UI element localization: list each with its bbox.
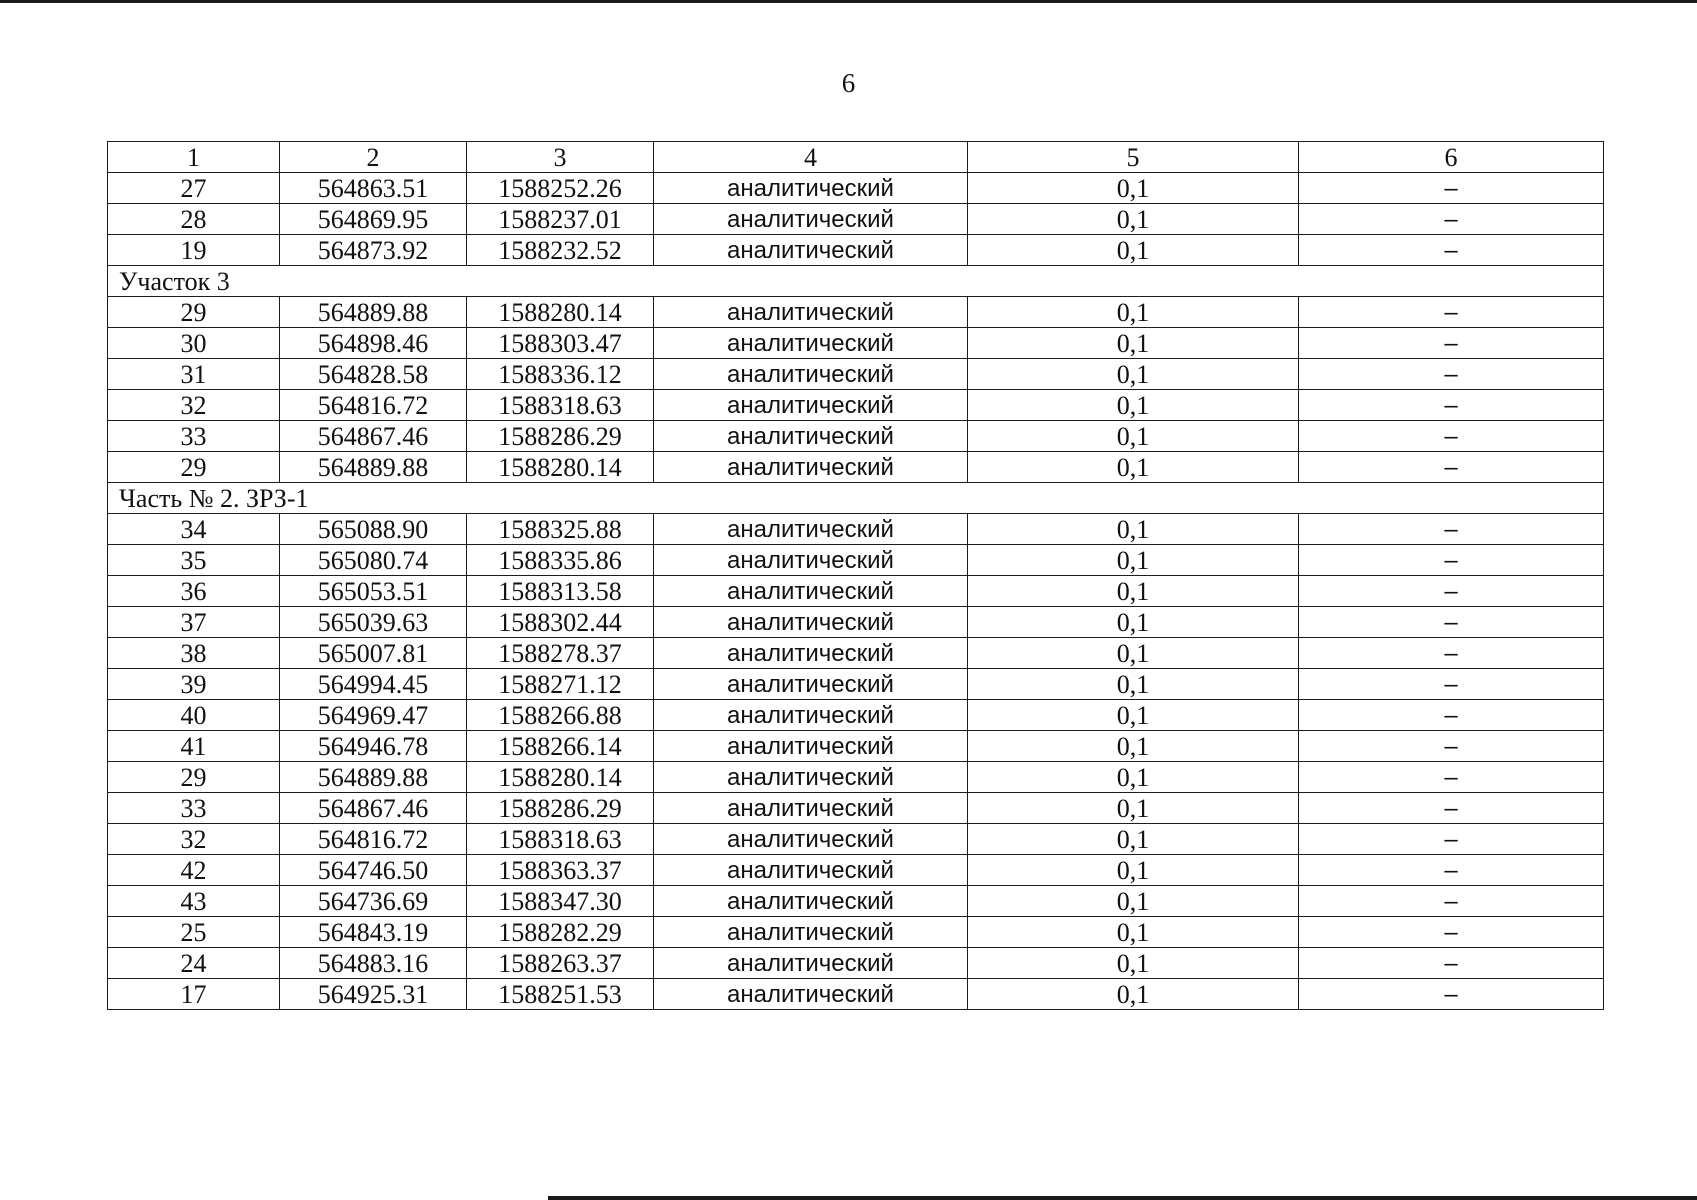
point-number-cell: 29 bbox=[108, 297, 280, 328]
y-coordinate-cell: 1588325.88 bbox=[467, 514, 654, 545]
accuracy-cell: 0,1 bbox=[968, 235, 1299, 266]
point-number-cell: 29 bbox=[108, 452, 280, 483]
table-row bbox=[108, 917, 1604, 948]
method-cell: аналитический bbox=[654, 235, 968, 266]
column-header-accuracy: 5 bbox=[968, 142, 1299, 173]
y-coordinate-cell: 1588280.14 bbox=[467, 297, 654, 328]
y-coordinate-cell: 1588237.01 bbox=[467, 204, 654, 235]
x-coordinate-cell: 565053.51 bbox=[280, 576, 467, 607]
coordinates-table-body bbox=[108, 142, 1604, 1010]
table-row bbox=[108, 731, 1604, 762]
method-cell: аналитический bbox=[654, 793, 968, 824]
table-header-row bbox=[108, 142, 1604, 173]
description-cell: – bbox=[1299, 545, 1604, 576]
point-number-cell: 19 bbox=[108, 235, 280, 266]
description-cell: – bbox=[1299, 979, 1604, 1010]
point-number-cell: 33 bbox=[108, 421, 280, 452]
column-header-method: 4 bbox=[654, 142, 968, 173]
method-cell: аналитический bbox=[654, 638, 968, 669]
table-row bbox=[108, 607, 1604, 638]
method-cell: аналитический bbox=[654, 917, 968, 948]
y-coordinate-cell: 1588280.14 bbox=[467, 762, 654, 793]
y-coordinate-cell: 1588336.12 bbox=[467, 359, 654, 390]
y-coordinate-cell: 1588335.86 bbox=[467, 545, 654, 576]
x-coordinate-cell: 564889.88 bbox=[280, 762, 467, 793]
table-row bbox=[108, 669, 1604, 700]
section-label: Часть № 2. ЗРЗ-1 bbox=[108, 483, 1604, 514]
point-number-cell: 29 bbox=[108, 762, 280, 793]
accuracy-cell: 0,1 bbox=[968, 638, 1299, 669]
table-row bbox=[108, 545, 1604, 576]
x-coordinate-cell: 565007.81 bbox=[280, 638, 467, 669]
method-cell: аналитический bbox=[654, 979, 968, 1010]
accuracy-cell: 0,1 bbox=[968, 669, 1299, 700]
x-coordinate-cell: 564867.46 bbox=[280, 421, 467, 452]
table-row bbox=[108, 328, 1604, 359]
table-row bbox=[108, 297, 1604, 328]
method-cell: аналитический bbox=[654, 700, 968, 731]
description-cell: – bbox=[1299, 514, 1604, 545]
section-row bbox=[108, 483, 1604, 514]
description-cell: – bbox=[1299, 731, 1604, 762]
description-cell: – bbox=[1299, 948, 1604, 979]
x-coordinate-cell: 565088.90 bbox=[280, 514, 467, 545]
method-cell: аналитический bbox=[654, 390, 968, 421]
description-cell: – bbox=[1299, 204, 1604, 235]
accuracy-cell: 0,1 bbox=[968, 607, 1299, 638]
y-coordinate-cell: 1588280.14 bbox=[467, 452, 654, 483]
description-cell: – bbox=[1299, 576, 1604, 607]
table-row bbox=[108, 700, 1604, 731]
point-number-cell: 37 bbox=[108, 607, 280, 638]
description-cell: – bbox=[1299, 855, 1604, 886]
accuracy-cell: 0,1 bbox=[968, 948, 1299, 979]
accuracy-cell: 0,1 bbox=[968, 421, 1299, 452]
point-number-cell: 30 bbox=[108, 328, 280, 359]
point-number-cell: 38 bbox=[108, 638, 280, 669]
table-row bbox=[108, 173, 1604, 204]
description-cell: – bbox=[1299, 886, 1604, 917]
method-cell: аналитический bbox=[654, 948, 968, 979]
x-coordinate-cell: 564816.72 bbox=[280, 824, 467, 855]
description-cell: – bbox=[1299, 235, 1604, 266]
column-header-description: 6 bbox=[1299, 142, 1604, 173]
accuracy-cell: 0,1 bbox=[968, 886, 1299, 917]
column-header-x: 2 bbox=[280, 142, 467, 173]
table-row bbox=[108, 793, 1604, 824]
table-row bbox=[108, 514, 1604, 545]
point-number-cell: 33 bbox=[108, 793, 280, 824]
description-cell: – bbox=[1299, 669, 1604, 700]
x-coordinate-cell: 564925.31 bbox=[280, 979, 467, 1010]
accuracy-cell: 0,1 bbox=[968, 359, 1299, 390]
method-cell: аналитический bbox=[654, 545, 968, 576]
point-number-cell: 27 bbox=[108, 173, 280, 204]
table-row bbox=[108, 359, 1604, 390]
method-cell: аналитический bbox=[654, 359, 968, 390]
description-cell: – bbox=[1299, 824, 1604, 855]
x-coordinate-cell: 564736.69 bbox=[280, 886, 467, 917]
x-coordinate-cell: 564867.46 bbox=[280, 793, 467, 824]
method-cell: аналитический bbox=[654, 731, 968, 762]
table-row bbox=[108, 204, 1604, 235]
x-coordinate-cell: 564946.78 bbox=[280, 731, 467, 762]
x-coordinate-cell: 564816.72 bbox=[280, 390, 467, 421]
x-coordinate-cell: 564746.50 bbox=[280, 855, 467, 886]
x-coordinate-cell: 564889.88 bbox=[280, 452, 467, 483]
page-number: 6 bbox=[841, 68, 856, 98]
y-coordinate-cell: 1588303.47 bbox=[467, 328, 654, 359]
accuracy-cell: 0,1 bbox=[968, 700, 1299, 731]
point-number-cell: 43 bbox=[108, 886, 280, 917]
x-coordinate-cell: 565039.63 bbox=[280, 607, 467, 638]
method-cell: аналитический bbox=[654, 328, 968, 359]
accuracy-cell: 0,1 bbox=[968, 762, 1299, 793]
table-row bbox=[108, 824, 1604, 855]
accuracy-cell: 0,1 bbox=[968, 855, 1299, 886]
accuracy-cell: 0,1 bbox=[968, 731, 1299, 762]
y-coordinate-cell: 1588318.63 bbox=[467, 390, 654, 421]
description-cell: – bbox=[1299, 390, 1604, 421]
point-number-cell: 24 bbox=[108, 948, 280, 979]
point-number-cell: 32 bbox=[108, 824, 280, 855]
y-coordinate-cell: 1588318.63 bbox=[467, 824, 654, 855]
y-coordinate-cell: 1588286.29 bbox=[467, 793, 654, 824]
coordinates-table bbox=[107, 141, 1604, 1010]
point-number-cell: 25 bbox=[108, 917, 280, 948]
y-coordinate-cell: 1588278.37 bbox=[467, 638, 654, 669]
point-number-cell: 34 bbox=[108, 514, 280, 545]
y-coordinate-cell: 1588363.37 bbox=[467, 855, 654, 886]
description-cell: – bbox=[1299, 328, 1604, 359]
description-cell: – bbox=[1299, 700, 1604, 731]
method-cell: аналитический bbox=[654, 173, 968, 204]
x-coordinate-cell: 564994.45 bbox=[280, 669, 467, 700]
y-coordinate-cell: 1588266.88 bbox=[467, 700, 654, 731]
point-number-cell: 36 bbox=[108, 576, 280, 607]
y-coordinate-cell: 1588286.29 bbox=[467, 421, 654, 452]
table-row bbox=[108, 979, 1604, 1010]
x-coordinate-cell: 564883.16 bbox=[280, 948, 467, 979]
method-cell: аналитический bbox=[654, 204, 968, 235]
point-number-cell: 41 bbox=[108, 731, 280, 762]
y-coordinate-cell: 1588266.14 bbox=[467, 731, 654, 762]
scan-border-top bbox=[0, 0, 1697, 3]
x-coordinate-cell: 564828.58 bbox=[280, 359, 467, 390]
x-coordinate-cell: 564863.51 bbox=[280, 173, 467, 204]
x-coordinate-cell: 564898.46 bbox=[280, 328, 467, 359]
section-row bbox=[108, 266, 1604, 297]
y-coordinate-cell: 1588252.26 bbox=[467, 173, 654, 204]
x-coordinate-cell: 564843.19 bbox=[280, 917, 467, 948]
method-cell: аналитический bbox=[654, 607, 968, 638]
point-number-cell: 31 bbox=[108, 359, 280, 390]
description-cell: – bbox=[1299, 638, 1604, 669]
column-header-point-number: 1 bbox=[108, 142, 280, 173]
accuracy-cell: 0,1 bbox=[968, 204, 1299, 235]
accuracy-cell: 0,1 bbox=[968, 173, 1299, 204]
point-number-cell: 40 bbox=[108, 700, 280, 731]
x-coordinate-cell: 564869.95 bbox=[280, 204, 467, 235]
accuracy-cell: 0,1 bbox=[968, 793, 1299, 824]
point-number-cell: 32 bbox=[108, 390, 280, 421]
method-cell: аналитический bbox=[654, 297, 968, 328]
table-row bbox=[108, 638, 1604, 669]
table-row bbox=[108, 576, 1604, 607]
method-cell: аналитический bbox=[654, 824, 968, 855]
accuracy-cell: 0,1 bbox=[968, 297, 1299, 328]
table-row bbox=[108, 235, 1604, 266]
table-row bbox=[108, 390, 1604, 421]
table-row bbox=[108, 855, 1604, 886]
accuracy-cell: 0,1 bbox=[968, 824, 1299, 855]
description-cell: – bbox=[1299, 173, 1604, 204]
x-coordinate-cell: 564889.88 bbox=[280, 297, 467, 328]
table-row bbox=[108, 452, 1604, 483]
description-cell: – bbox=[1299, 297, 1604, 328]
description-cell: – bbox=[1299, 793, 1604, 824]
method-cell: аналитический bbox=[654, 514, 968, 545]
description-cell: – bbox=[1299, 762, 1604, 793]
scan-border-bottom bbox=[548, 1196, 1697, 1200]
method-cell: аналитический bbox=[654, 421, 968, 452]
accuracy-cell: 0,1 bbox=[968, 514, 1299, 545]
y-coordinate-cell: 1588302.44 bbox=[467, 607, 654, 638]
y-coordinate-cell: 1588347.30 bbox=[467, 886, 654, 917]
point-number-cell: 39 bbox=[108, 669, 280, 700]
table-row bbox=[108, 886, 1604, 917]
table-row bbox=[108, 948, 1604, 979]
description-cell: – bbox=[1299, 421, 1604, 452]
table-row bbox=[108, 762, 1604, 793]
point-number-cell: 17 bbox=[108, 979, 280, 1010]
column-header-y: 3 bbox=[467, 142, 654, 173]
y-coordinate-cell: 1588263.37 bbox=[467, 948, 654, 979]
point-number-cell: 35 bbox=[108, 545, 280, 576]
accuracy-cell: 0,1 bbox=[968, 576, 1299, 607]
method-cell: аналитический bbox=[654, 886, 968, 917]
y-coordinate-cell: 1588251.53 bbox=[467, 979, 654, 1010]
accuracy-cell: 0,1 bbox=[968, 328, 1299, 359]
accuracy-cell: 0,1 bbox=[968, 545, 1299, 576]
method-cell: аналитический bbox=[654, 576, 968, 607]
method-cell: аналитический bbox=[654, 669, 968, 700]
accuracy-cell: 0,1 bbox=[968, 390, 1299, 421]
accuracy-cell: 0,1 bbox=[968, 917, 1299, 948]
section-label: Участок 3 bbox=[108, 266, 1604, 297]
description-cell: – bbox=[1299, 359, 1604, 390]
description-cell: – bbox=[1299, 917, 1604, 948]
accuracy-cell: 0,1 bbox=[968, 979, 1299, 1010]
y-coordinate-cell: 1588271.12 bbox=[467, 669, 654, 700]
method-cell: аналитический bbox=[654, 855, 968, 886]
description-cell: – bbox=[1299, 607, 1604, 638]
point-number-cell: 28 bbox=[108, 204, 280, 235]
accuracy-cell: 0,1 bbox=[968, 452, 1299, 483]
table-row bbox=[108, 421, 1604, 452]
y-coordinate-cell: 1588232.52 bbox=[467, 235, 654, 266]
y-coordinate-cell: 1588313.58 bbox=[467, 576, 654, 607]
x-coordinate-cell: 565080.74 bbox=[280, 545, 467, 576]
y-coordinate-cell: 1588282.29 bbox=[467, 917, 654, 948]
method-cell: аналитический bbox=[654, 762, 968, 793]
x-coordinate-cell: 564969.47 bbox=[280, 700, 467, 731]
point-number-cell: 42 bbox=[108, 855, 280, 886]
x-coordinate-cell: 564873.92 bbox=[280, 235, 467, 266]
description-cell: – bbox=[1299, 452, 1604, 483]
method-cell: аналитический bbox=[654, 452, 968, 483]
